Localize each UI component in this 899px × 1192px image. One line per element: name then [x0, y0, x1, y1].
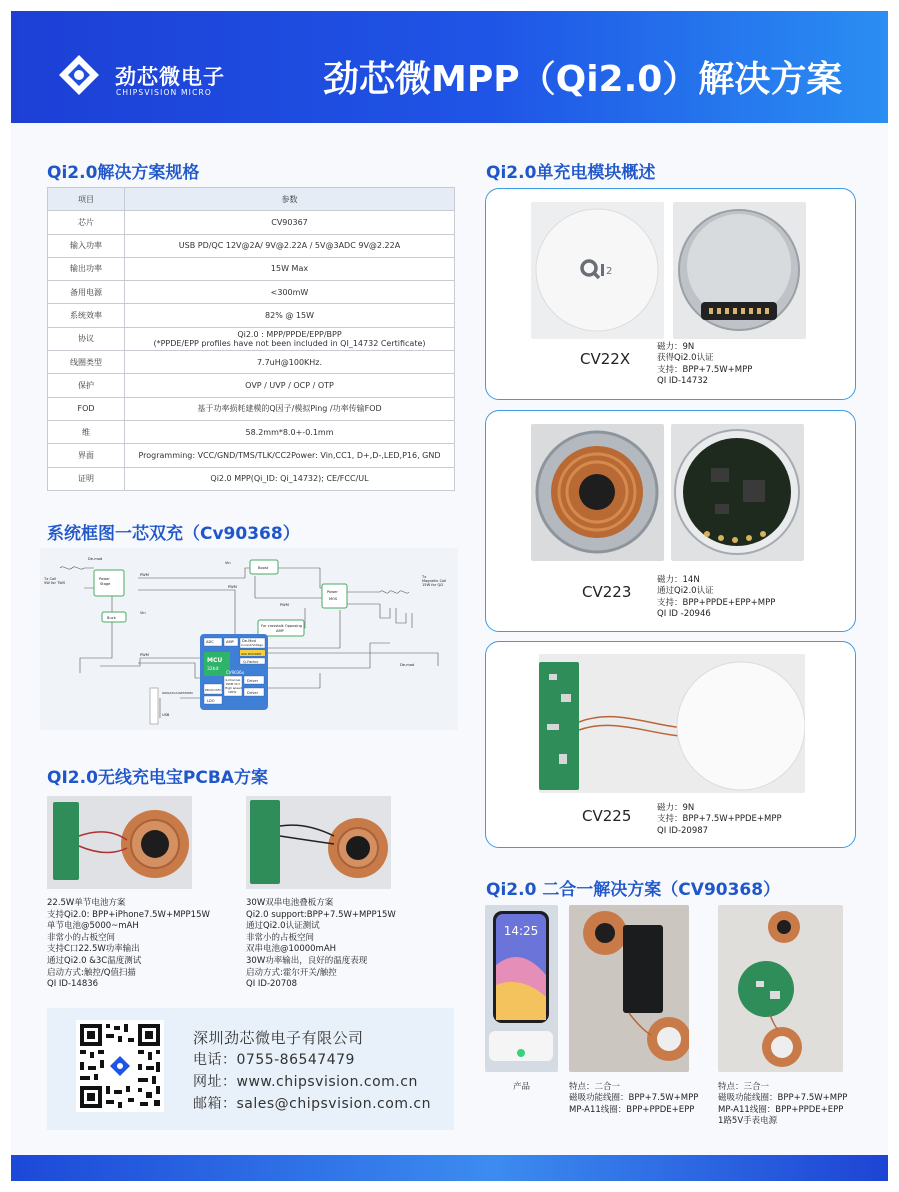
- combo-three-in-one-photo: [718, 905, 843, 1072]
- feature-line: 通过Qi2.0认证测试: [246, 921, 320, 932]
- table-header-row: [48, 188, 455, 211]
- diagram-label: Power: [327, 590, 338, 594]
- module-info-line: 支持：BPP+7.5W+PPDE+MPP: [657, 814, 782, 825]
- module-info: [657, 342, 752, 388]
- system-block-diagram: [40, 548, 458, 730]
- diagram-label: CV9036x: [226, 670, 245, 675]
- table-cell-key: 芯片: [48, 211, 125, 234]
- table-row: [48, 327, 455, 350]
- table-cell-key: 系统效率: [48, 304, 125, 327]
- table-row: [48, 397, 455, 420]
- diagram-label: PWM: [280, 603, 289, 607]
- combo-feature-line: 1路5V手表电源: [718, 1116, 778, 1127]
- table-cell-value: CV90367: [125, 211, 455, 234]
- table-row: [48, 374, 455, 397]
- pcba-dual-cell-photo: [246, 796, 391, 889]
- modules-section-title: Qi2.0单充电模块概述: [486, 163, 656, 183]
- feature-line: 30W双串电池叠板方案: [246, 898, 334, 908]
- diagram-label: Buck: [107, 616, 116, 620]
- diagram-label: Power: [99, 577, 110, 581]
- table-cell-value: OVP / UVP / OCP / OTP: [125, 374, 455, 397]
- diagram-label: Tx: [422, 575, 427, 579]
- company-name-en: CHIPSVISION MICRO: [116, 88, 213, 97]
- table-cell-key: 备用电源: [48, 281, 125, 304]
- diagram-label: Tx Coil: [44, 577, 57, 581]
- cv22x-back-photo: [673, 202, 806, 339]
- diagram-label: Driver: [247, 679, 259, 683]
- feature-line: 非常小的占板空间: [246, 932, 315, 943]
- table-cell-value: 基于功率损耗建模的Q因子/模拟Ping /功率传输FOD: [125, 397, 455, 420]
- module-info-line: QI ID -20946: [657, 609, 711, 620]
- diagram-label: 4-Channel: [225, 678, 241, 682]
- table-row: [48, 257, 455, 280]
- diagram-label: Q-Factor: [243, 660, 259, 664]
- protocol-line-2: (*PPDE/EPP profiles have not been included in QI_14732 Certificate): [153, 338, 426, 348]
- combo-feature-line: MP-A11线圈：BPP+PPDE+EPP: [718, 1104, 844, 1115]
- diagram-label: MCU: [207, 657, 223, 664]
- module-info-line: 磁力：9N: [657, 342, 695, 352]
- diagram-label: ADC: [206, 640, 214, 644]
- table-row: [48, 467, 455, 490]
- diagram-label: PD/QC/AFC: [205, 688, 222, 692]
- diagram-label: 32bit: [207, 667, 219, 672]
- page-title: 劲芯微MPP（Qi2.0）解决方案: [323, 59, 843, 100]
- diagram-label: De-Mod: [242, 639, 256, 643]
- contact-phone[interactable]: 电话：0755-86547479: [193, 1052, 355, 1068]
- table-cell-value: 82% @ 15W: [125, 304, 455, 327]
- module-info-line: 支持：BPP+PPDE+EPP+MPP: [657, 597, 776, 608]
- table-row: [48, 351, 455, 374]
- table-cell-key: 保护: [48, 374, 125, 397]
- table-row: [48, 211, 455, 234]
- combo-product-label: 产品: [513, 1082, 531, 1092]
- module-info-line: 通过Qi2.0认证: [657, 586, 714, 597]
- table-cell-key: FOD: [48, 397, 125, 420]
- feature-line: QI ID-20708: [246, 979, 298, 990]
- diagram-label: PWM: [140, 573, 149, 577]
- diagram-label: De-mod: [88, 557, 103, 561]
- diagram-label: De-mod: [400, 663, 415, 667]
- table-cell-value: <300mW: [125, 281, 455, 304]
- combo-feature-line: 特点：二合一: [569, 1082, 621, 1092]
- diagram-label: 5W for TWS: [44, 581, 66, 585]
- module-card-cv225: [485, 641, 856, 848]
- pcba-single-cell-text: [47, 898, 210, 991]
- table-cell-value: 15W Max: [125, 257, 455, 280]
- feature-line: 非常小的占板空间: [47, 932, 116, 943]
- diagram-label: Magnetic Coil: [422, 579, 447, 583]
- contact-email[interactable]: 邮箱：sales@chipsvision.com.cn: [193, 1096, 431, 1112]
- diagram-section-title: 系统框图一芯双充（Cv90368）: [47, 524, 300, 544]
- module-info-line: 支持：BPP+7.5W+MPP: [657, 364, 753, 375]
- combo-two-in-one-text: [569, 1082, 698, 1116]
- header-banner: [11, 11, 888, 123]
- diagram-label: Boost: [258, 566, 269, 570]
- feature-line: 启动方式:霍尔开关/触控: [246, 967, 337, 978]
- diagram-label: Driver: [247, 691, 259, 695]
- table-cell-key: 协议: [48, 327, 125, 350]
- table-row: [48, 444, 455, 467]
- pcba-single-cell-photo: [47, 796, 192, 889]
- qr-code-icon[interactable]: [76, 1020, 164, 1112]
- svg-text:2: 2: [606, 266, 613, 277]
- diagram-label: PWM Ctrl: [226, 682, 240, 686]
- pcba-section-title: QI2.0无线充电宝PCBA方案: [47, 768, 268, 788]
- table-cell-key: 输入功率: [48, 234, 125, 257]
- diagram-label: Vin: [140, 611, 146, 615]
- cv223-pcb-photo: [671, 424, 804, 561]
- module-info-line: 磁力：14N: [657, 575, 700, 585]
- module-info-line: QI ID-14732: [657, 376, 709, 387]
- feature-line: QI ID-14836: [47, 979, 99, 990]
- diagram-label: Stage: [100, 582, 111, 586]
- combo-feature-line: 特点：三合一: [718, 1082, 770, 1092]
- module-card-cv223: [485, 410, 856, 632]
- spec-table: [47, 187, 455, 491]
- diagram-label: 1MHz: [228, 690, 237, 694]
- module-card-cv22x: [485, 188, 856, 400]
- table-cell-value: 7.7uH@100KHz.: [125, 351, 455, 374]
- feature-line: 支持Qi2.0: BPP+iPhone7.5W+MPP15W: [47, 909, 210, 920]
- feature-line: 单节电池@5000~mAH: [47, 921, 139, 932]
- diagram-label: For crosstalk Opposing: [261, 624, 302, 628]
- diagram-label: Current/Voltage: [241, 643, 263, 647]
- table-row: [48, 234, 455, 257]
- table-cell-value: 58.2mm*8.0+-0.1mm: [125, 420, 455, 443]
- diagram-label: PWM: [228, 585, 237, 589]
- table-cell-key: 界面: [48, 444, 125, 467]
- cv223-coil-photo: [531, 424, 664, 561]
- table-cell-key: 证明: [48, 467, 125, 490]
- table-cell-value: USB PD/QC 12V@2A/ 9V@2.22A / 5V@3ADC 9V@2.22A: [125, 234, 455, 257]
- pcba-dual-cell-text: [246, 898, 396, 991]
- contact-website[interactable]: 网址：www.chipsvision.com.cn: [193, 1074, 418, 1090]
- module-info: [657, 575, 775, 621]
- feature-line: 30W功率输出，良好的温度表现: [246, 955, 368, 966]
- diagram-label: MOS: [329, 597, 338, 601]
- table-cell-value: Qi2.0 MPP(Qi_ID: Qi_14732); CE/FCC/UL: [125, 467, 455, 490]
- feature-line: 双串电池@10000mAH: [246, 944, 337, 955]
- diagram-label: Vin: [225, 561, 231, 565]
- table-header-key: 项目: [48, 188, 125, 211]
- module-model-label: CV22X: [580, 350, 631, 368]
- contact-company: 深圳劲芯微电子有限公司: [193, 1029, 364, 1047]
- feature-line: 22.5W单节电池方案: [47, 898, 126, 908]
- table-header-value: 参数: [125, 188, 455, 211]
- spec-section-title: Qi2.0解决方案规格: [47, 163, 200, 183]
- module-info: [657, 803, 782, 837]
- diagram-label: ASK DDCDDR: [241, 652, 262, 656]
- feature-line: Qi2.0 support:BPP+7.5W+MPP15W: [246, 909, 396, 920]
- module-info-line: QI ID-20987: [657, 825, 709, 836]
- company-name-cn: 劲芯微电子: [115, 65, 225, 89]
- phone-clock: 14:25: [503, 924, 539, 938]
- combo-three-in-one-text: [718, 1082, 847, 1128]
- module-info-line: 磁力：9N: [657, 803, 695, 813]
- combo-two-in-one-photo: [569, 905, 689, 1072]
- combo-feature-line: 磁吸功能线圈：BPP+7.5W+MPP: [718, 1093, 848, 1104]
- combo-section-title: Qi2.0 二合一解决方案（CV90368）: [486, 880, 781, 900]
- cv22x-front-photo: [531, 202, 664, 339]
- combo-feature-line: MP-A11线圈：BPP+PPDE+EPP: [569, 1104, 695, 1115]
- diagram-label: GPIO/I2C/UART/PWM: [162, 691, 193, 695]
- diagram-label: USB: [162, 713, 170, 717]
- diagram-label: High speed: [225, 686, 242, 690]
- module-model-label: CV225: [582, 807, 632, 825]
- table-cell-value: [125, 327, 455, 350]
- module-info-line: 获得Qi2.0认证: [657, 353, 714, 364]
- diagram-label: AMP: [276, 629, 284, 633]
- table-cell-key: 维: [48, 420, 125, 443]
- contact-box: [47, 1008, 454, 1130]
- diagram-label: PWM: [140, 653, 149, 657]
- feature-line: 支持C口22.5W功率输出: [47, 944, 140, 955]
- table-cell-key: 输出功率: [48, 257, 125, 280]
- combo-feature-line: 磁吸功能线圈：BPP+7.5W+MPP: [569, 1093, 699, 1104]
- table-row: [48, 420, 455, 443]
- module-model-label: CV223: [582, 583, 632, 601]
- table-cell-key: 线圈类型: [48, 351, 125, 374]
- combo-product-photo: [485, 905, 558, 1072]
- feature-line: 通过Qi2.0 &3C温度测试: [47, 955, 142, 966]
- table-row: [48, 281, 455, 304]
- feature-line: 启动方式:触控/Q值扫描: [47, 967, 136, 978]
- diagram-label: 15W for Qi2: [422, 583, 444, 587]
- diagram-label: AMP: [226, 640, 234, 644]
- table-cell-value: Programming: VCC/GND/TMS/TLK/CC2Power: Vin,CC1, D+,D-,LED,P16, GND: [125, 444, 455, 467]
- footer-bar: [11, 1155, 888, 1181]
- company-logo-icon: [57, 53, 101, 97]
- diagram-label: LDO: [207, 699, 215, 703]
- protocol-line-1: Qi2.0 : MPP/PPDE/EPP/BPP: [237, 329, 342, 339]
- table-row: [48, 304, 455, 327]
- cv225-photo: [539, 654, 805, 793]
